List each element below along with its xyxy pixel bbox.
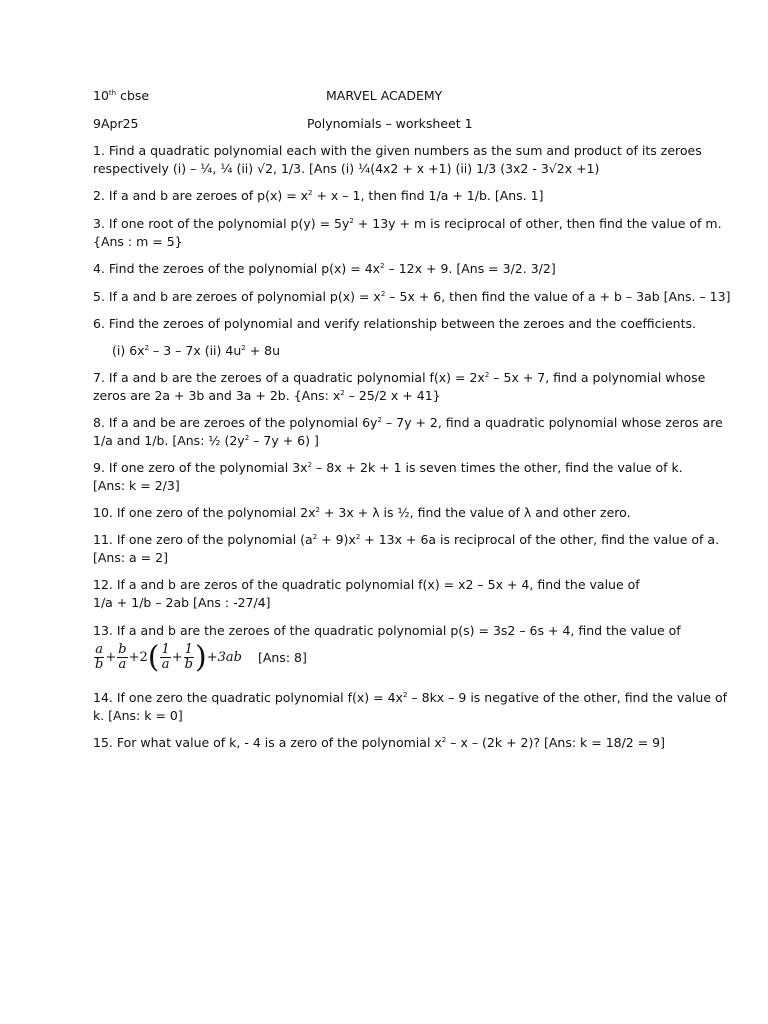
question-13-answer: [Ans: 8] <box>257 649 307 665</box>
question-10: 10. If one zero of the polynomial $2x^2 + 3x + \lambda$ is ½, find the value of λ and other zero. <box>93 505 631 520</box>
question-6-parts: (i) $6x^2 - 3 - 7x$ (ii) $4u^2 + 8u$ <box>112 343 281 358</box>
class-label: 10th cbse <box>93 88 150 103</box>
worksheet-date: 9Apr25 <box>93 116 139 131</box>
question-14: 14. If one zero the quadratic polynomial $f(x) = 4x^2 - 8kx - 9$ is negative of the other, find the value of k. [Ans: k = 0] <box>93 690 728 723</box>
question-13-formula <box>93 640 393 673</box>
question-2: 2. If a and b are zeroes of $p(x) = x^2 + x - 1$, then find 1/a + 1/b. [Ans. 1] <box>93 188 544 203</box>
frac-a-over-b: $\frac{a}{b}$ <box>95 642 104 672</box>
question-9: 9. If one zero of the polynomial $3x^2 - 8x + 2k + 1$ is seven times the other, find the value of k. [Ans: k = 2/3] <box>93 460 683 493</box>
question-6: 6. Find the zeroes of polynomial and verify relationship between the zeroes and the coefficients. <box>93 316 696 331</box>
question-11: 11. If one zero of the polynomial $(a^2 + 9)x^2 + 13x + 6a$ is reciprocal of the other, find the value of a. [Ans: a = 2] <box>93 532 720 565</box>
question-8: 8. If a and be are zeroes of the polynomial $6y^2 - 7y + 2$, find a quadratic polynomial whose zeros are 1/a and 1/b. [Ans: ½ $(2y^2 - 7y + 6)$ ] <box>93 415 723 448</box>
academy-name: MARVEL ACADEMY <box>326 88 443 103</box>
frac-1-over-a: $\frac{1}{a}$ <box>161 642 170 672</box>
question-15: 15. For what value of k, - 4 is a zero of the polynomial $x^2 - x - (2k + 2)$? [Ans: k = 18/2 = 9] <box>93 735 666 750</box>
question-13: 13. If a and b are the zeroes of the quadratic polynomial p(s) = 3s2 – 6s + 4, find the value of <box>93 623 681 638</box>
question-12: 12. If a and b are zeros of the quadratic polynomial f(x) = x2 – 5x + 4, find the value of 1/a + 1/b – 2ab [Ans : -27/4] <box>93 577 640 610</box>
question-3: 3. If one root of the polynomial $p(y) = 5y^2 + 13y + m$ is reciprocal of other, then find the value of m. {Ans : m = 5} <box>93 216 722 249</box>
question-1: 1. Find a quadratic polynomial each with the given numbers as the sum and product of its zeroes respectively (i) – ¼, ¼ (ii) √2, 1/3. [Ans (i) ¼(4x2 + x +1) (ii) 1/3 (3x2 - 3√2x +1) <box>93 143 702 176</box>
question-4: 4. Find the zeroes of the polynomial $p(x) = 4x^2 - 12x + 9$. [Ans = 3/2. 3/2] <box>93 261 556 276</box>
question-7: 7. If a and b are the zeroes of a quadratic polynomial $f(x) = 2x^2 - 5x + 7$, find a polynomial whose zeros are 2a + 3b and 3a + 2b. {Ans: $x^2 - 25/2$ x + 41} <box>93 370 706 403</box>
worksheet-title: Polynomials – worksheet 1 <box>307 116 473 131</box>
frac-1-over-b: $\frac{1}{b}$ <box>184 642 193 672</box>
question-5: 5. If a and b are zeroes of polynomial $p(x) = x^2 - 5x + 6$, then find the value of a + b – 3ab [Ans. – 13] <box>93 289 731 304</box>
frac-b-over-a: $\frac{b}{a}$ <box>118 642 127 672</box>
math-expression: $\frac{a}{b}$ + $\frac{b}{a}$ + 2 ( $\frac{1}{a}$ + $\frac{1}{b}$ ) + 3ab [Ans: 8] <box>95 639 307 675</box>
